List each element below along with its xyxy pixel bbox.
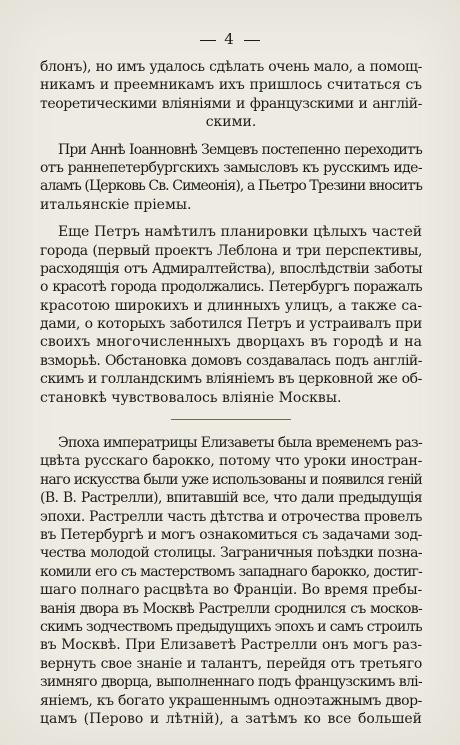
text-line: Эпоха императрицы Елизаветы была временемъ раз- — [58, 435, 422, 452]
text-line: своихъ многочисленныхъ дворцахъ въ городѣ и на — [40, 334, 422, 351]
paragraph-4 — [40, 434, 422, 728]
text-line: яніемъ, къ богато украшеннымъ одноэтажнымъ двор- — [40, 692, 422, 709]
paragraph-1 — [40, 58, 422, 132]
text-line: взморьѣ. Обстановка домовъ создавалась подъ англій- — [40, 352, 422, 369]
text-line: итальянскіе пріемы. — [40, 196, 192, 213]
text-line: (В. В. Растрелли), впитавшій все, что дали предыдущія — [40, 490, 422, 507]
paragraph-3 — [40, 223, 422, 407]
text-line: расходящія отъ Адмиралтейства), впослѣдствіи заботы — [40, 260, 422, 277]
text-line: наго искусства были уже использованы и появился геній — [40, 471, 422, 488]
text-line: Еще Петръ намѣтилъ планировки цѣлыхъ частей — [58, 224, 422, 241]
text-line: ванія двора въ Москвѣ Растрелли сроднился съ москов- — [40, 600, 422, 617]
text-line: цвѣта русскаго барокко, потому что уроки иностран- — [40, 453, 422, 470]
text-line: скими. — [205, 114, 257, 131]
section-divider — [171, 419, 291, 420]
paragraph-2 — [40, 141, 422, 215]
header-dash-left — [200, 40, 216, 41]
text-line: вернуть свое знаніе и талантъ, перейдя отъ третьяго — [40, 655, 422, 672]
text-line: города (первый проектъ Леблона и три перспективы, — [40, 242, 422, 259]
text-line: отъ раннепетербургскихъ замысловъ къ русскимъ иде- — [40, 159, 422, 176]
text-line: скимъ зодчествомъ предыдущихъ эпохъ и самъ строилъ — [40, 618, 422, 635]
text-line: дами, о которыхъ заботился Петръ и устраивалъ при — [40, 316, 422, 333]
text-line: цамъ (Перово и лѣтній), а затѣмъ ко все большей — [40, 710, 422, 727]
text-line: аламъ (Церковь Св. Симеонія), а Пьетро Трезини вноситъ — [40, 178, 423, 195]
text-line: красотою широкихъ и длинныхъ улицъ, а также са- — [40, 297, 422, 314]
text-line: въ Петербургѣ и могъ ознакомиться съ задачами зод- — [40, 526, 422, 543]
text-line: о красотѣ города продолжались. Петербургъ поражалъ — [40, 279, 422, 296]
text-line: зимняго дворца, выполненнаго подъ французскимъ влі- — [40, 674, 422, 691]
text-line: теоретическими вліяніями и французскими и англій- — [40, 95, 422, 112]
text-line: въ Москвѣ. При Елизаветѣ Растрелли онъ могъ раз- — [40, 637, 422, 654]
text-line: блонъ), но имъ удалось сдѣлать очень мало, а помощ- — [40, 59, 422, 75]
text-line: шаго полнаго расцвѣта во Франціи. Во время пребы- — [40, 582, 422, 599]
text-line: эпохи. Растрелли часть дѣтства и отрочества провелъ — [40, 508, 422, 525]
text-line: становкѣ чувствовалось вліяніе Москвы. — [40, 389, 342, 406]
text-line: чества молодой столицы. Заграничныя поѣздки позна- — [40, 545, 422, 562]
page-body — [40, 58, 422, 737]
page-number: 4 — [224, 30, 236, 48]
text-line: скимъ и голландскимъ вліяніемъ въ церковной же об- — [40, 371, 422, 388]
page-header — [0, 30, 460, 48]
header-dash-right — [244, 40, 260, 41]
text-line: При Аннѣ Іоанновнѣ Земцевъ постепенно переходитъ — [58, 141, 422, 158]
text-line: никамъ и преемникамъ ихъ пришлось считаться съ — [40, 77, 422, 94]
text-line: комили его съ мастерствомъ западнаго барокко, достиг- — [40, 563, 422, 580]
